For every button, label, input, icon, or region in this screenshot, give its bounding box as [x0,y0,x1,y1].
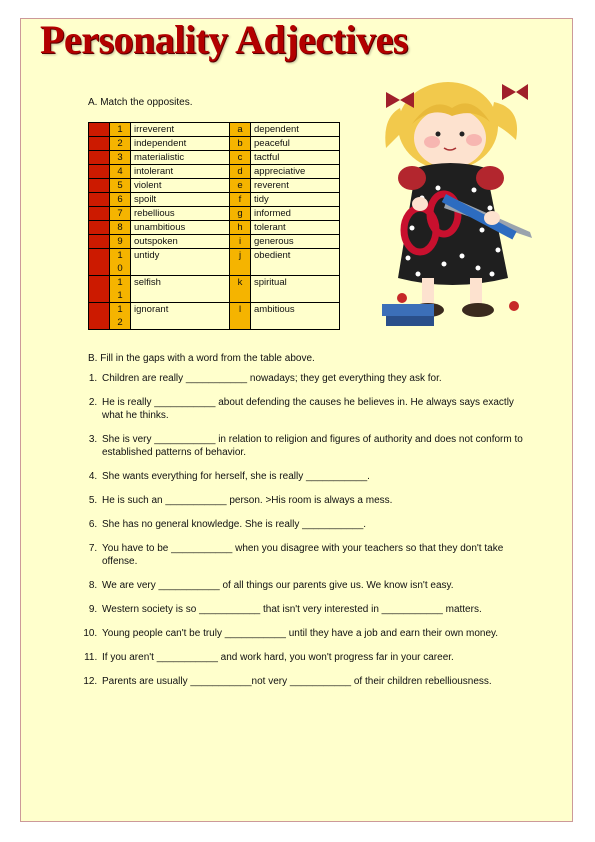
adjective-cell: rebellious [131,207,230,221]
page-title: Personality Adjectives [40,17,408,62]
exercise-item: 12. Parents are usually ___________not very ___________ of their children rebelliousness. [100,675,530,688]
right-sleeve [476,166,504,190]
table-row [89,207,340,221]
section-a-instruction: A. Match the opposites. [88,97,193,108]
letter-cell: c [230,151,251,165]
row-number: 6 [110,193,131,207]
adjective-cell: materialistic [131,151,230,165]
adjective-cell: outspoken [131,235,230,249]
exercise-item: 1. Children are really ___________ nowadays; they get everything they ask for. [100,372,530,385]
red-marker-cell [89,193,110,207]
table-row [89,249,340,276]
apple-icon [509,301,519,311]
red-marker-cell [89,276,110,303]
adjective-cell: violent [131,179,230,193]
opposite-cell: ambitious [251,303,340,330]
exercise-item: 8. We are very ___________ of all things our parents give us. We know isn't easy. [100,579,530,592]
row-number: 2 [110,137,131,151]
exercise-item: 10. Young people can't be truly ___________ until they have a job and earn their own money. [100,627,530,640]
exercise-item: 4. She wants everything for herself, she is really ___________. [100,470,530,483]
adjective-cell: untidy [131,249,230,276]
exercise-item: 9. Western society is so ___________ that isn't very interested in ___________ matters. [100,603,530,616]
matching-table [88,122,340,330]
red-marker-cell [89,235,110,249]
letter-cell: j [230,249,251,276]
exercise-item: 2. He is really ___________ about defending the causes he believes in. He always says exactly what he thinks. [100,396,530,422]
table-row [89,303,340,330]
red-marker-cell [89,179,110,193]
exercise-item: 3. She is very ___________ in relation to religion and figures of authority and does not conform to established patterns of behavior. [100,433,530,459]
table-row [89,276,340,303]
exercise-item: 6. She has no general knowledge. She is really ___________. [100,518,530,531]
red-marker-cell [89,221,110,235]
exercise-item: 7. You have to be ___________ when you disagree with your teachers so that they don't take offense. [100,542,530,568]
letter-cell: a [230,123,251,137]
girl-illustration [382,78,542,338]
red-marker-cell [89,249,110,276]
exercise-item: 5. He is such an ___________ person. >His room is always a mess. [100,494,530,507]
section-b-instruction: B. Fill in the gaps with a word from the table above. [88,353,315,364]
row-number: 1 1 [110,276,131,303]
adjective-cell: selfish [131,276,230,303]
right-eye [460,132,465,137]
opposite-cell: reverent [251,179,340,193]
opposite-cell: tactful [251,151,340,165]
table-row [89,123,340,137]
table-row [89,179,340,193]
right-shoe [462,303,494,317]
left-cheek [424,136,440,148]
opposite-cell: generous [251,235,340,249]
exercise-list [82,372,530,699]
left-sleeve [398,166,426,190]
adjective-cell: unambitious [131,221,230,235]
left-eye [436,132,441,137]
opposite-cell: spiritual [251,276,340,303]
opposite-cell: dependent [251,123,340,137]
letter-cell: l [230,303,251,330]
right-hand [484,211,500,225]
row-number: 1 2 [110,303,131,330]
adjective-cell: independent [131,137,230,151]
opposite-cell: appreciative [251,165,340,179]
table-row [89,235,340,249]
red-marker-cell [89,303,110,330]
opposite-cell: informed [251,207,340,221]
adjective-cell: irreverent [131,123,230,137]
table-row [89,151,340,165]
opposite-cell: tolerant [251,221,340,235]
letter-cell: b [230,137,251,151]
red-marker-cell [89,137,110,151]
left-hand [412,197,428,211]
red-marker-cell [89,123,110,137]
right-bow-icon [502,84,528,100]
right-cheek [466,134,482,146]
letter-cell: f [230,193,251,207]
adjective-cell: spoilt [131,193,230,207]
right-leg [470,278,482,306]
row-number: 1 0 [110,249,131,276]
letter-cell: d [230,165,251,179]
row-number: 3 [110,151,131,165]
red-marker-cell [89,165,110,179]
left-leg [422,278,434,306]
row-number: 4 [110,165,131,179]
table-row [89,137,340,151]
row-number: 1 [110,123,131,137]
opposite-cell: peaceful [251,137,340,151]
letter-cell: i [230,235,251,249]
row-number: 9 [110,235,131,249]
letter-cell: g [230,207,251,221]
row-number: 7 [110,207,131,221]
opposite-cell: obedient [251,249,340,276]
row-number: 8 [110,221,131,235]
letter-cell: e [230,179,251,193]
adjective-cell: intolerant [131,165,230,179]
opposite-cell: tidy [251,193,340,207]
letter-cell: h [230,221,251,235]
adjective-cell: ignorant [131,303,230,330]
red-marker-cell [89,207,110,221]
row-number: 5 [110,179,131,193]
letter-cell: k [230,276,251,303]
exercise-item: 11. If you aren't ___________ and work hard, you won't progress far in your career. [100,651,530,664]
red-marker-cell [89,151,110,165]
table-row [89,165,340,179]
table-row [89,221,340,235]
table-row [89,193,340,207]
